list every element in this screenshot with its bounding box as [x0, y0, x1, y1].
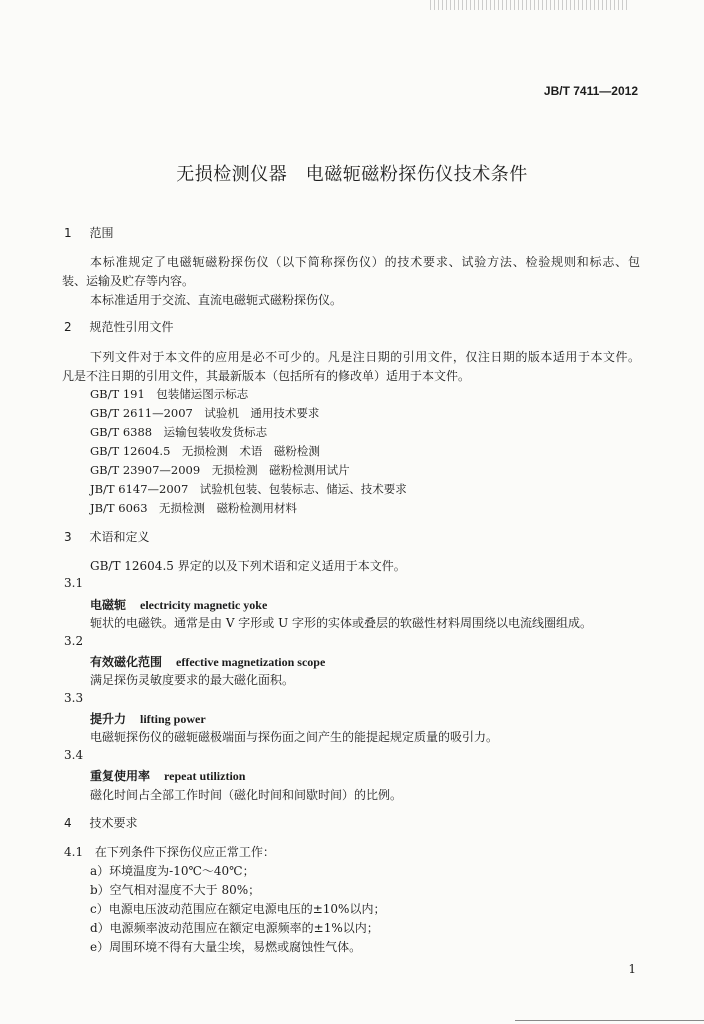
term-number: 3.1 [64, 576, 84, 590]
term-title [90, 653, 325, 670]
clause-4-1 [64, 843, 275, 860]
section-1-paragraph-1-line-1: 本标准规定了电磁轭磁粉探伤仪（以下简称探伤仪）的技术要求、试验方法、检验规则和标志、包 [90, 255, 640, 269]
term-english: repeat utiliztion [164, 769, 246, 783]
section-title: 规范性引用文件 [89, 320, 174, 334]
reference-item: GB/T 12604.5 无损检测 术语 磁粉检测 [90, 444, 320, 458]
term-title [90, 710, 206, 727]
list-item: e）周围环境不得有大量尘埃，易燃或腐蚀性气体。 [90, 940, 362, 954]
section-3-heading [64, 528, 149, 545]
section-1-heading [64, 224, 113, 241]
reference-item: JB/T 6147—2007 试验机包装、包装标志、储运、技术要求 [90, 482, 407, 496]
list-item: a）环境温度为-10℃～40℃； [90, 864, 255, 878]
section-3-intro: GB/T 12604.5 界定的以及下列术语和定义适用于本文件。 [90, 559, 406, 573]
section-number: 1 [64, 226, 72, 240]
clause-number: 4.1 [64, 845, 84, 859]
section-2-heading [64, 318, 173, 335]
reference-item: GB/T 6388 运输包装收发货标志 [90, 425, 268, 439]
term-number: 3.3 [64, 691, 84, 705]
section-title: 技术要求 [89, 816, 138, 830]
page-number: 1 [628, 962, 636, 976]
term-definition: 电磁轭探伤仪的磁轭磁极端面与探伤面之间产生的能提起规定质量的吸引力。 [90, 730, 499, 744]
section-1-paragraph-1-line-2: 装、运输及贮存等内容。 [62, 274, 195, 288]
term-chinese: 提升力 [90, 712, 127, 726]
section-number: 3 [64, 530, 72, 544]
reference-item: GB/T 23907—2009 无损检测 磁粉检测用试片 [90, 463, 350, 477]
term-definition: 满足探伤灵敏度要求的最大磁化面积。 [90, 673, 295, 687]
term-english: lifting power [140, 712, 206, 726]
term-number: 3.4 [64, 748, 84, 762]
section-title: 术语和定义 [89, 530, 150, 544]
list-item: c）电源电压波动范围应在额定电源电压的±10%以内； [90, 902, 386, 916]
section-title: 范围 [89, 226, 114, 240]
section-2-intro-line-1: 下列文件对于本文件的应用是必不可少的。凡是注日期的引用文件，仅注日期的版本适用于本文件。 [90, 350, 640, 364]
reference-item: GB/T 191 包装储运图示标志 [90, 387, 249, 401]
term-title [90, 767, 245, 784]
list-item: d）电源频率波动范围应在额定电源频率的±1%以内； [90, 921, 379, 935]
term-title [90, 596, 267, 613]
term-chinese: 有效磁化范围 [90, 655, 163, 669]
section-4-heading [64, 814, 137, 831]
term-definition: 磁化时间占全部工作时间（磁化时间和间歇时间）的比例。 [90, 788, 403, 802]
list-item: b）空气相对湿度不大于 80%； [90, 883, 261, 897]
term-definition: 轭状的电磁铁。通常是由 V 字形或 U 字形的实体或叠层的软磁性材料周围绕以电流线圈组成。 [90, 616, 593, 630]
scan-edge-line [515, 1020, 704, 1021]
term-chinese: 重复使用率 [90, 769, 151, 783]
section-1-paragraph-2: 本标准适用于交流、直流电磁轭式磁粉探伤仪。 [90, 293, 343, 307]
document-code: JB/T 7411—2012 [543, 84, 638, 98]
term-number: 3.2 [64, 634, 84, 648]
term-english: electricity magnetic yoke [140, 598, 268, 612]
reference-item: GB/T 2611—2007 试验机 通用技术要求 [90, 406, 320, 420]
scan-noise [430, 0, 630, 10]
reference-item: JB/T 6063 无损检测 磁粉检测用材料 [90, 501, 298, 515]
document-title: 无损检测仪器 电磁轭磁粉探伤仪技术条件 [176, 164, 528, 185]
section-2-intro-line-2: 凡是不注日期的引用文件，其最新版本（包括所有的修改单）适用于本文件。 [62, 369, 471, 383]
clause-text: 在下列条件下探伤仪应正常工作： [94, 845, 275, 859]
section-number: 2 [64, 320, 72, 334]
section-number: 4 [64, 816, 72, 830]
term-english: effective magnetization scope [176, 655, 326, 669]
term-chinese: 电磁轭 [90, 598, 127, 612]
